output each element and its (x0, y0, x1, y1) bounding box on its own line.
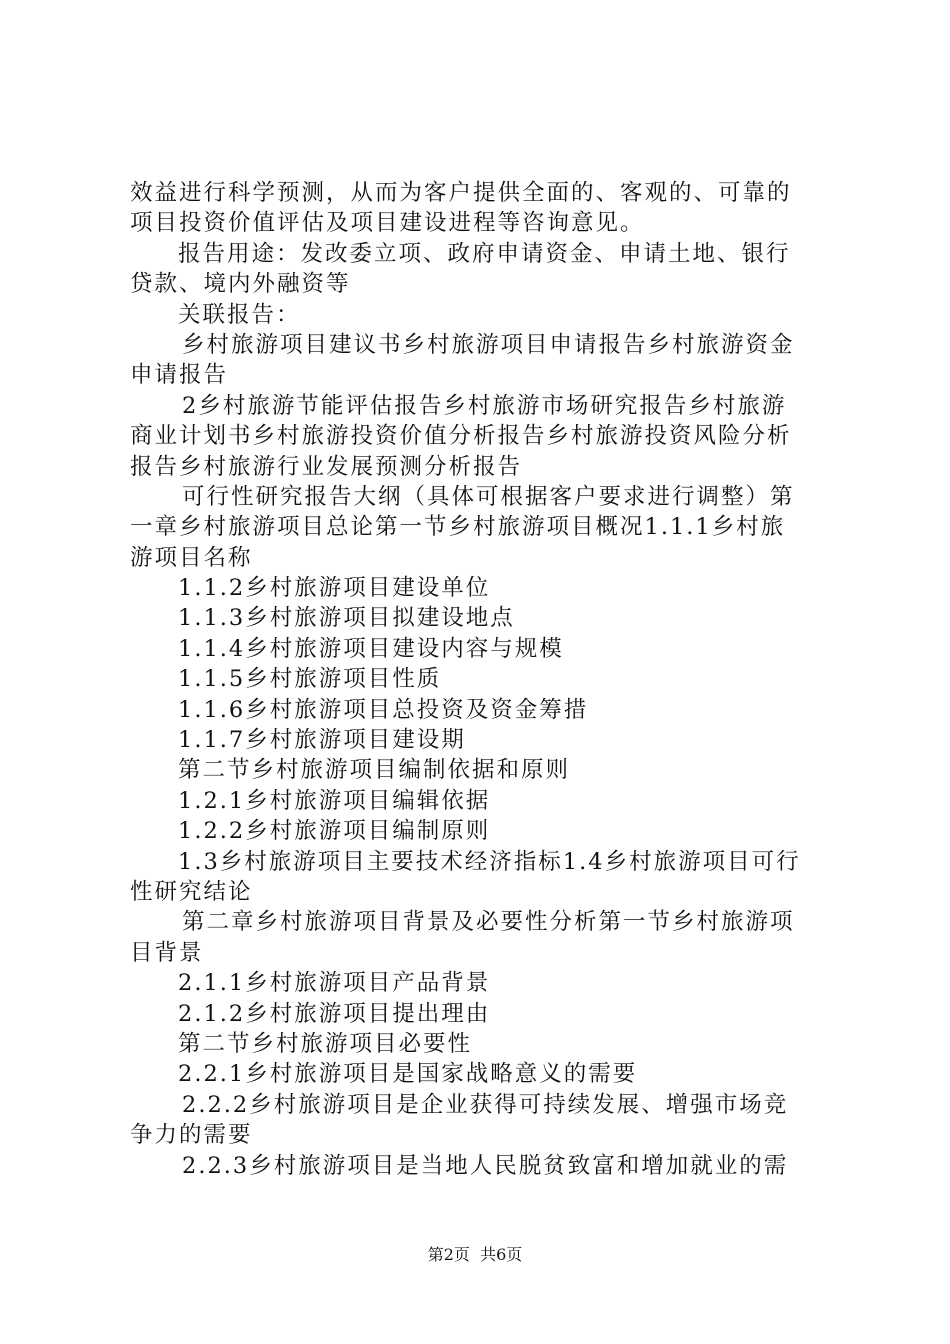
text-line: 一章乡村旅游项目总论第一节乡村旅游项目概况1.1.1乡村旅 (130, 514, 786, 541)
text-line: 1.1.2乡村旅游项目建设单位 (178, 575, 491, 602)
text-line: 商业计划书乡村旅游投资价值分析报告乡村旅游投资风险分析 (130, 423, 792, 450)
text-line: 1.2.1乡村旅游项目编辑依据 (178, 787, 491, 814)
text-line: 报告乡村旅游行业发展预测分析报告 (130, 453, 523, 480)
text-line: 第二章乡村旅游项目背景及必要性分析第一节乡村旅游项 (182, 909, 795, 936)
page-number-label: 第2页 共6页 (427, 1245, 523, 1264)
text-line: 2.2.3乡村旅游项目是当地人民脱贫致富和增加就业的需 (182, 1152, 789, 1179)
text-line: 目背景 (130, 939, 204, 966)
text-line: 2.2.1乡村旅游项目是国家战略意义的需要 (178, 1061, 638, 1088)
text-line: 1.2.2乡村旅游项目编制原则 (178, 818, 491, 845)
text-line: 效益进行科学预测，从而为客户提供全面的、客观的、可靠的 (130, 180, 792, 206)
document-body (130, 178, 830, 1181)
text-line: 贷款、境内外融资等 (130, 271, 351, 298)
text-line: 申请报告 (130, 362, 229, 389)
text-line: 第二节乡村旅游项目必要性 (178, 1030, 473, 1057)
text-line: 性研究结论 (130, 878, 253, 905)
text-line: 游项目名称 (130, 544, 253, 571)
text-line: 关联报告： (178, 301, 301, 328)
text-line: 1.3乡村旅游项目主要技术经济指标1.4乡村旅游项目可行 (178, 848, 801, 875)
text-line: 第二节乡村旅游项目编制依据和原则 (178, 757, 571, 784)
text-line: 争力的需要 (130, 1122, 253, 1149)
text-line: 1.1.4乡村旅游项目建设内容与规模 (178, 635, 564, 662)
text-line: 乡村旅游项目建议书乡村旅游项目申请报告乡村旅游资金 (182, 331, 795, 358)
text-line: 2.2.2乡村旅游项目是企业获得可持续发展、增强市场竞 (182, 1091, 789, 1118)
text-line: 项目投资价值评估及项目建设进程等咨询意见。 (130, 210, 645, 237)
text-line: 2.1.1乡村旅游项目产品背景 (178, 970, 491, 997)
text-line: 报告用途：发改委立项、政府申请资金、申请土地、银行 (178, 240, 791, 267)
text-line: 1.1.5乡村旅游项目性质 (178, 666, 442, 693)
page-footer (0, 1245, 950, 1265)
text-line: 1.1.7乡村旅游项目建设期 (178, 727, 466, 754)
text-line: 2.1.2乡村旅游项目提出理由 (178, 1000, 491, 1027)
text-line: 1.1.3乡村旅游项目拟建设地点 (178, 605, 515, 632)
text-line: 可行性研究报告大纲（具体可根据客户要求进行调整）第 (182, 483, 795, 510)
text-line: 1.1.6乡村旅游项目总投资及资金筹措 (178, 696, 589, 723)
text-line: 2乡村旅游节能评估报告乡村旅游市场研究报告乡村旅游 (182, 392, 787, 419)
